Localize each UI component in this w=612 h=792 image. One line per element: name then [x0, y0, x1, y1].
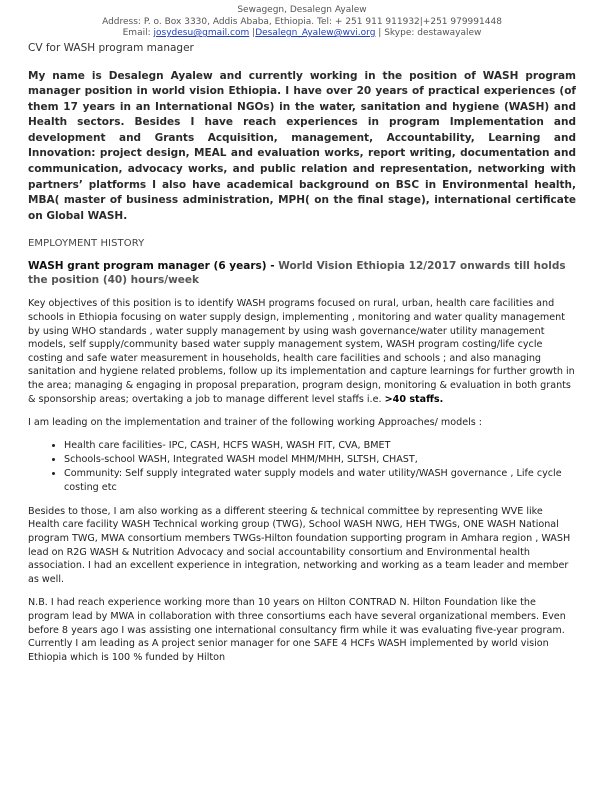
job-objectives-text: Key objectives of this position is to identify WASH programs focused on rural, urban, health care facilities and schools in Ethiopia focusing on water supply design, implementing , monitoring and water quality management by using WHO standards , water supply management by using wash governance/water utility management models, self supply/community based water supply management system, WASH program costing/life cycle costing and safe water measurement in households, health care facilities and schools ; and also managing sanitation and hygiene related problems, follow up its implementation and capture learnings for further growth in the area; managing & engaging in proposal preparation, program design, monitoring & evaluation in both grants & sponsorship areas; overtaking a job to manage different level staffs i.e. [28, 298, 575, 405]
list-item: • Schools-school WASH, Integrated WASH model MHM/MHH, SLTSH, CHAST, [64, 453, 576, 467]
leading-intro: I am leading on the implementation and trainer of the following working Approaches/ models : [28, 417, 483, 429]
contact-header [28, 5, 576, 40]
job-title: WASH grant program manager (6 years) - [28, 260, 279, 273]
models-list [28, 439, 576, 495]
cv-title: CV for WASH program manager [28, 41, 194, 54]
skype-handle: | Skype: destawayalew [378, 28, 482, 38]
email-link-personal[interactable]: josydesu@gmail.com [153, 28, 250, 38]
list-item: • Health care facilities- IPC, CASH, HCFS WASH, WASH FIT, CVA, BMET [64, 439, 576, 453]
job-heading [28, 259, 576, 287]
email-link-work[interactable]: Desalegn_Ayalew@wvi.org [255, 28, 376, 38]
list-item: • Community: Self supply integrated water supply models and water utility/WASH governance , Life cycle costing etc [64, 467, 576, 495]
contact-address: Address: P. o. Box 3330, Addis Ababa, Ethiopia. Tel: + 251 911 911932|+251 979991448 [102, 16, 502, 27]
profile-summary: My name is Desalegn Ayalew and currently working in the position of WASH program manager position in world vision Ethiopia. I have over 20 years of practical experiences (of them 17 years in an International NGOs) in the water, sanitation and hygiene (WASH) and Health sectors. Besides I have reach experiences in program Implementation and development and Grants Acquisition, management, Accountability, Learning and Innovation: project design, MEAL and evaluation works, report writing, documentation and communication, advocacy works, and public relation and representation, networking with partners’ platforms I also have academical background on BSC in Environmental health, MBA( master of business administration, MPH( on the final stage), international certificate on Global WASH. [28, 69, 576, 222]
job-organization: World Vision Ethiopia 12/2017 onwards till holds the position (40) hours/week [28, 260, 566, 287]
email-label: Email: [122, 28, 151, 38]
job-objectives [28, 297, 576, 406]
section-title-employment: EMPLOYMENT HISTORY [28, 238, 145, 250]
contact-email-line [28, 28, 576, 40]
email-separator: | [252, 28, 256, 38]
steering-committee-paragraph: Besides to those, I am also working as a different steering & technical committee by representing WVE like Health care facility WASH Technical working group (TWG), School WASH NWG, HEH TWGs, ONE WASH National program TWG, MWA consortium members TWGs-Hilton foundation supporting program in Amhara region , WASH lead on R2G WASH & Nutrition Advocacy and social accountability consortium and Environmental health association. I had an excellent experience in integration, networking and working as a team leader and member as well. [28, 505, 571, 585]
job-objectives-staff-count: >40 staffs. [384, 393, 444, 405]
cv-page [28, 0, 576, 664]
candidate-name: Sewagegn, Desalegn Ayalew [237, 5, 367, 15]
nb-paragraph: N.B. I had reach experience working more than 10 years on Hilton CONTRAD N. Hilton Foundation like the program lead by MWA in collaboration with three consortiums each have several organizational members. Even before 8 years ago I was assisting one international consultancy firm while it was evaluating five-year program. Currently I am leading as A project senior manager for one SAFE 4 HCFs WASH implemented by world vision Ethiopia which is 100 % funded by Hilton [28, 597, 566, 663]
